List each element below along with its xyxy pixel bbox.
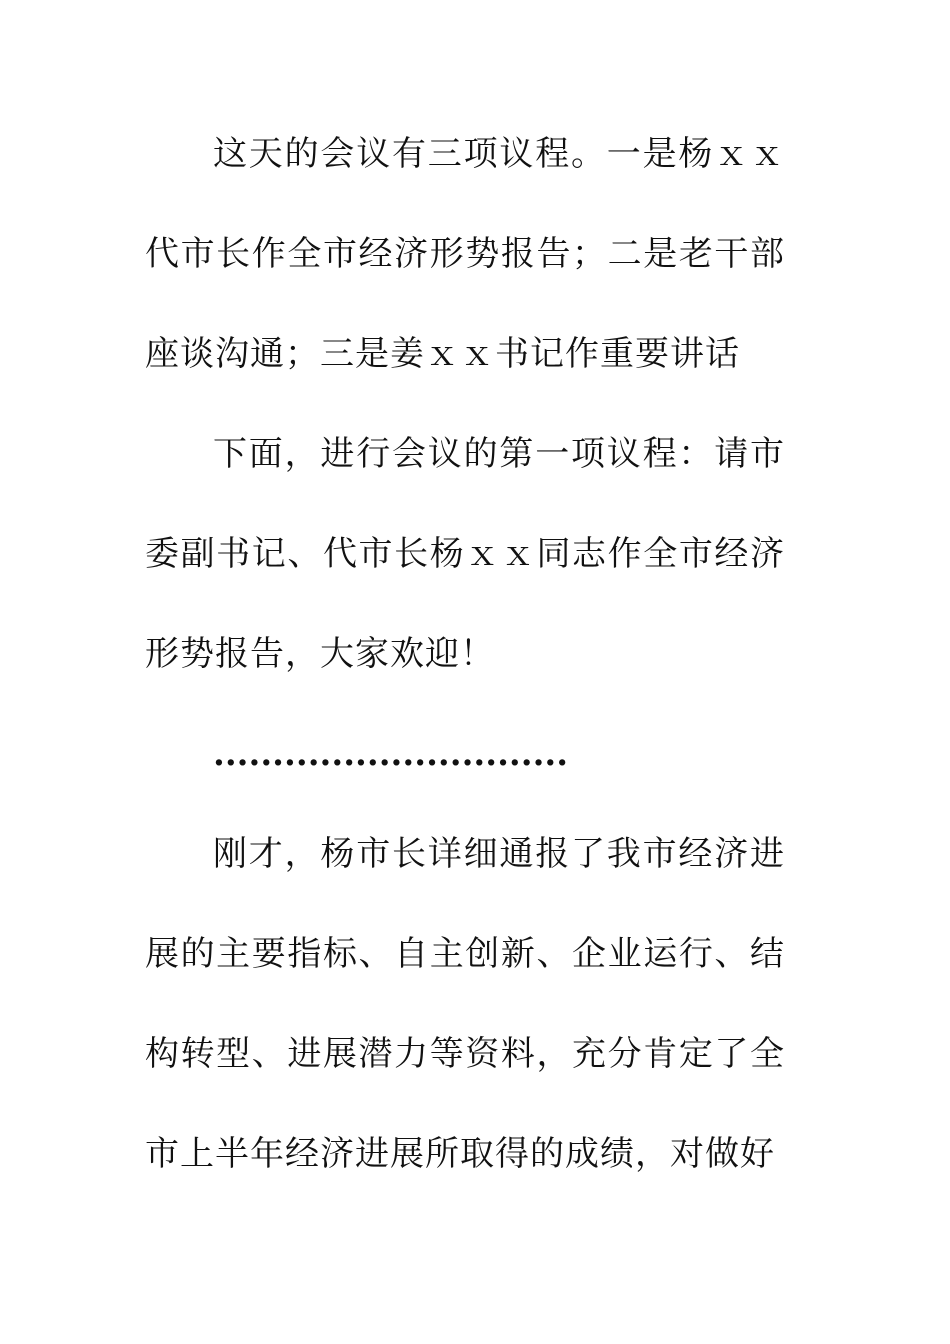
paragraph-agenda: 这天的会议有三项议程。一是杨ｘｘ代市长作全市经济形势报告；二是老干部座谈沟通；三是姜ｘｘ书记作重要讲话 — [145, 134, 785, 374]
ellipsis-divider: .............................. — [213, 734, 569, 774]
document-body — [145, 104, 785, 1204]
paragraph-summary: 刚才，杨市长详细通报了我市经济进展的主要指标、自主创新、企业运行、结构转型、进展潜力等资料，充分肯定了全市上半年经济进展所取得的成绩，对做好 — [145, 834, 785, 1174]
paragraph-first-item: 下面，进行会议的第一项议程：请市委副书记、代市长杨ｘｘ同志作全市经济形势报告，大家欢迎！ — [145, 434, 785, 674]
